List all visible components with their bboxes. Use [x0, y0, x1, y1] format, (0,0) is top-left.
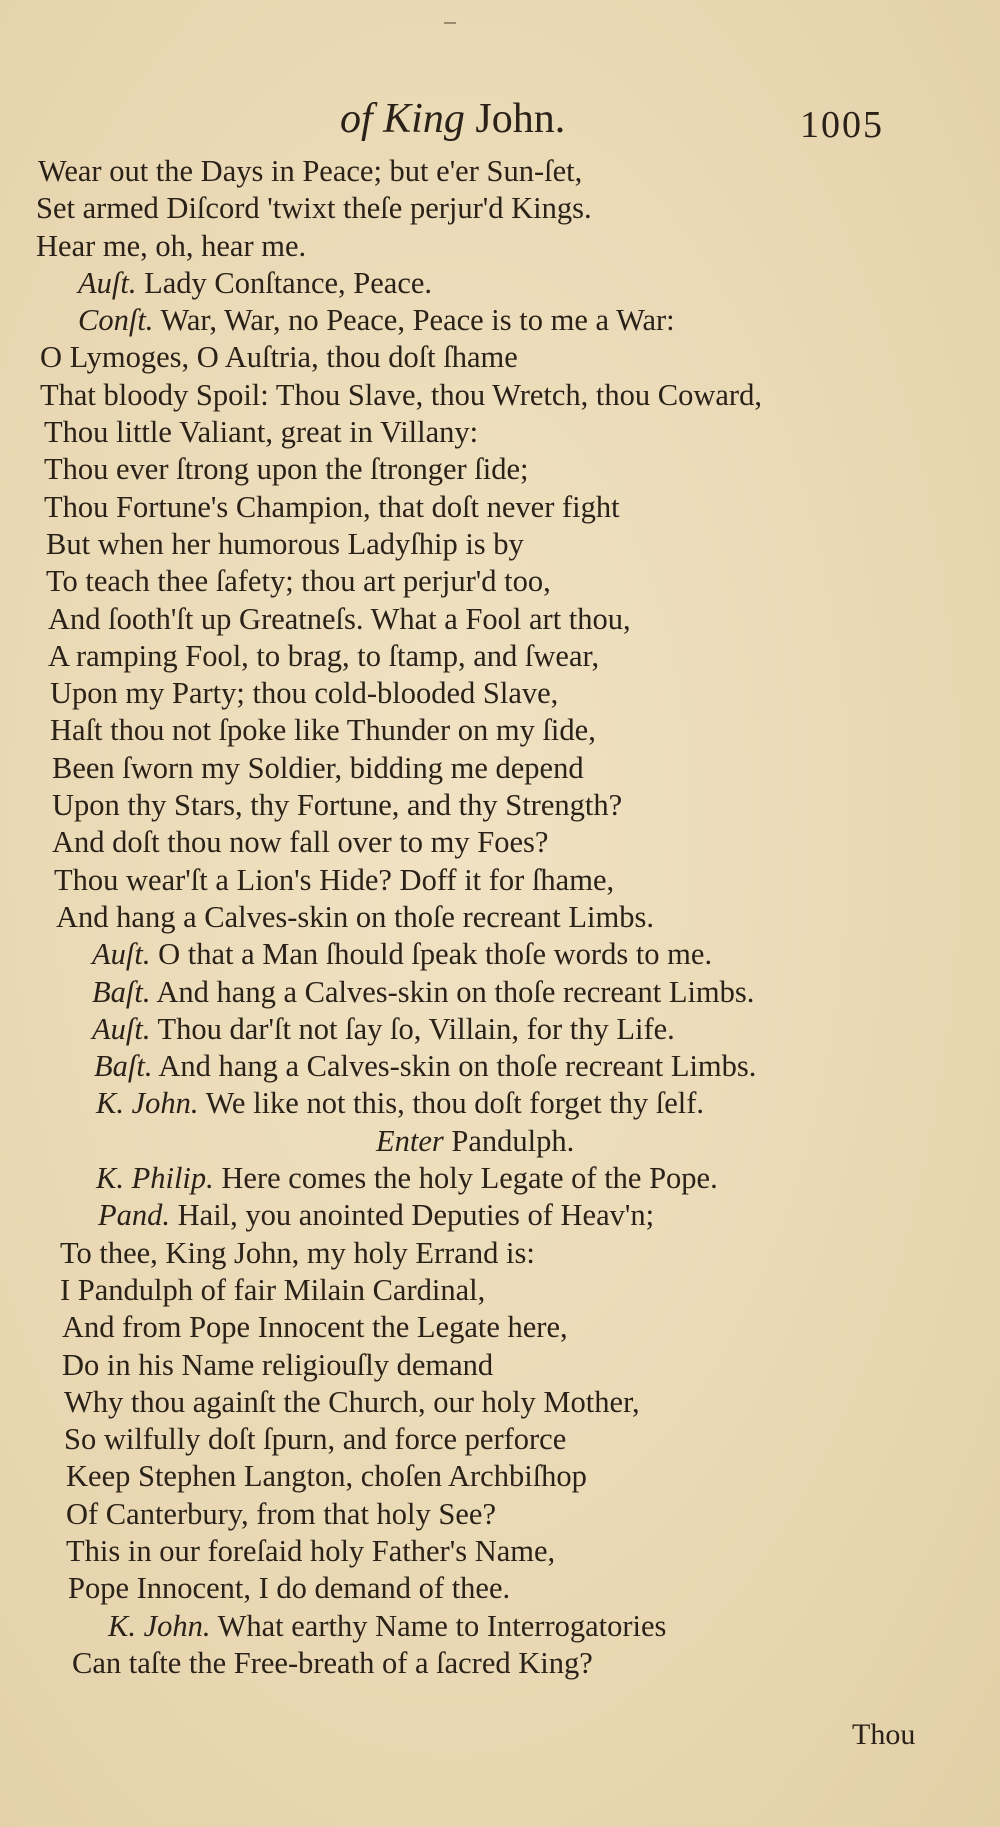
- speaker-name: Conſt.: [78, 303, 154, 338]
- verse-line: [0, 601, 1000, 638]
- verse-line: [0, 339, 1000, 376]
- line-text: But when her humorous Ladyſhip is by: [46, 526, 524, 561]
- line-text: O Lymoges, O Auſtria, thou doſt ſhame: [40, 340, 518, 375]
- line-text: War, War, no Peace, Peace is to me a War:: [153, 303, 675, 338]
- verse-line: [0, 1458, 1000, 1495]
- verse-line: [0, 638, 1000, 675]
- verse-line: [0, 1160, 1000, 1197]
- verse-line: [0, 1123, 1000, 1160]
- line-text: Pope Innocent, I do demand of thee.: [68, 1571, 511, 1606]
- verse-line: [0, 1608, 1000, 1645]
- verse-line: [0, 190, 1000, 227]
- catchword: Thou: [852, 1718, 916, 1751]
- speaker-name: Baſt.: [94, 1049, 153, 1084]
- verse-line: [0, 936, 1000, 973]
- line-text: Wear out the Days in Peace; but e'er Sun-ſet,: [38, 154, 583, 188]
- line-text: Do in his Name religiouſly demand: [62, 1347, 494, 1382]
- line-text: Thou wear'ſt a Lion's Hide? Doff it for ſhame,: [54, 862, 615, 897]
- speaker-name: K. John.: [96, 1086, 199, 1121]
- speaker-name: Auſt.: [78, 265, 137, 300]
- line-text: Can taſte the Free-breath of a ſacred King?: [72, 1645, 593, 1680]
- verse-line: [0, 451, 1000, 488]
- verse-line: [0, 228, 1000, 265]
- line-text: That bloody Spoil: Thou Slave, thou Wretch, thou Coward,: [40, 377, 762, 412]
- line-text: Why thou againſt the Church, our holy Mother,: [64, 1384, 640, 1419]
- verse-line: [0, 1048, 1000, 1085]
- verse-line: [0, 302, 1000, 339]
- play-text: [0, 153, 1000, 1682]
- verse-line: [0, 1645, 1000, 1682]
- verse-line: [0, 787, 1000, 824]
- line-text: Of Canterbury, from that holy See?: [66, 1496, 496, 1531]
- verse-line: [0, 1570, 1000, 1607]
- print-mark: [444, 22, 456, 24]
- verse-line: [0, 675, 1000, 712]
- line-text: Thou dar'ſt not ſay ſo, Villain, for thy Life.: [150, 1011, 675, 1046]
- line-text: I Pandulph of fair Milain Cardinal,: [60, 1272, 486, 1307]
- line-text: Haſt thou not ſpoke like Thunder on my ſide,: [50, 713, 596, 748]
- verse-line: [0, 1384, 1000, 1421]
- verse-line: [0, 1496, 1000, 1533]
- line-text: This in our foreſaid holy Father's Name,: [66, 1533, 556, 1568]
- line-text: Here comes the holy Legate of the Pope.: [213, 1161, 718, 1196]
- speaker-name: Baſt.: [92, 974, 151, 1009]
- line-text: To thee, King John, my holy Errand is:: [60, 1235, 535, 1270]
- verse-line: [0, 1272, 1000, 1309]
- verse-line: [0, 1347, 1000, 1384]
- line-text: O that a Man ſhould ſpeak thoſe words to me.: [150, 937, 713, 972]
- verse-line: [0, 414, 1000, 451]
- line-text: Thou ever ſtrong upon the ſtronger ſide;: [44, 452, 529, 487]
- page-number: 1005: [800, 104, 884, 146]
- line-text: And hang a Calves-skin on thoſe recreant Limbs.: [150, 974, 755, 1009]
- verse-line: [0, 489, 1000, 526]
- verse-line: [0, 1085, 1000, 1122]
- line-text: And hang a Calves-skin on thoſe recreant Limbs.: [152, 1049, 757, 1084]
- running-title-prefix: of King: [340, 96, 465, 142]
- line-text: Keep Stephen Langton, choſen Archbiſhop: [66, 1459, 587, 1494]
- running-title-name: John.: [475, 96, 566, 142]
- speaker-name: K. Philip.: [96, 1161, 214, 1196]
- verse-line: [0, 1011, 1000, 1048]
- verse-line: [0, 563, 1000, 600]
- line-text: What earthy Name to Interrogatories: [210, 1608, 667, 1643]
- line-text: And doſt thou now fall over to my Foes?: [52, 825, 549, 860]
- line-text: Thou Fortune's Champion, that doſt never fight: [44, 489, 620, 524]
- verse-line: [0, 899, 1000, 936]
- line-text: Upon thy Stars, thy Fortune, and thy Strength?: [52, 788, 623, 823]
- line-text: Hail, you anointed Deputies of Heav'n;: [170, 1198, 655, 1233]
- line-text: So wilfully doſt ſpurn, and force perforce: [64, 1422, 567, 1457]
- verse-line: [0, 526, 1000, 563]
- line-text: Set armed Diſcord 'twixt theſe perjur'd Kings.: [36, 191, 592, 226]
- verse-line: [0, 750, 1000, 787]
- speaker-name: Auſt.: [92, 1011, 151, 1046]
- line-text: Lady Conſtance, Peace.: [136, 265, 433, 300]
- running-title: [340, 95, 565, 143]
- verse-line: [0, 1235, 1000, 1272]
- page-header: [0, 95, 1000, 145]
- line-text: Pandulph.: [443, 1123, 575, 1158]
- line-text: And hang a Calves-skin on thoſe recreant Limbs.: [56, 899, 654, 934]
- line-text: A ramping Fool, to brag, to ſtamp, and ſwear,: [48, 638, 600, 673]
- verse-line: [0, 1197, 1000, 1234]
- verse-line: [0, 1309, 1000, 1346]
- line-text: And from Pope Innocent the Legate here,: [62, 1310, 568, 1345]
- verse-line: [0, 1533, 1000, 1570]
- line-text: Been ſworn my Soldier, bidding me depend: [52, 750, 584, 785]
- verse-line: [0, 712, 1000, 749]
- line-text: To teach thee ſafety; thou art perjur'd too,: [46, 564, 551, 599]
- line-text: Thou little Valiant, great in Villany:: [44, 415, 479, 450]
- speaker-name: K. John.: [108, 1608, 211, 1643]
- verse-line: [0, 974, 1000, 1011]
- verse-line: [0, 1421, 1000, 1458]
- line-text: Hear me, oh, hear me.: [36, 228, 307, 263]
- line-text: Upon my Party; thou cold-blooded Slave,: [50, 676, 559, 711]
- verse-line: [0, 862, 1000, 899]
- verse-line: [0, 265, 1000, 302]
- verse-line: [0, 377, 1000, 414]
- speaker-name: Pand.: [98, 1198, 171, 1233]
- speaker-name: Auſt.: [92, 937, 151, 972]
- verse-line: [0, 824, 1000, 861]
- line-text: And ſooth'ſt up Greatneſs. What a Fool art thou,: [48, 601, 631, 636]
- line-text: We like not this, thou doſt forget thy ſelf.: [198, 1086, 705, 1121]
- verse-line: [0, 153, 1000, 190]
- stage-direction-label: Enter: [376, 1123, 444, 1158]
